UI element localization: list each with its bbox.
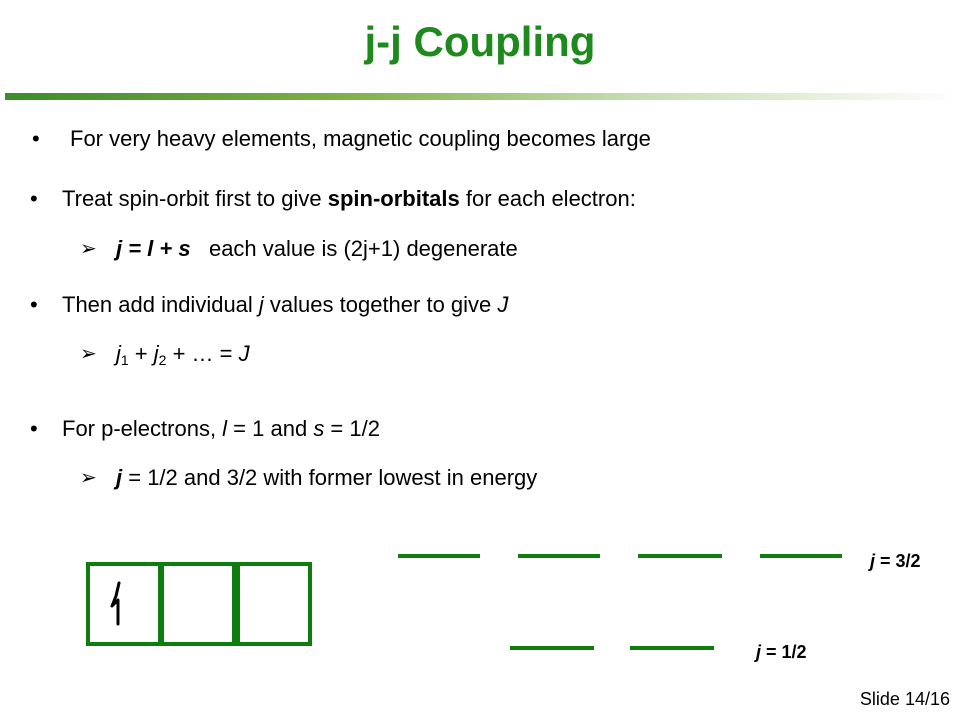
level-j-3-2-3 bbox=[638, 554, 722, 558]
level-j-3-2-1 bbox=[398, 554, 480, 558]
bullet-marker: • bbox=[30, 292, 38, 317]
level-j-3-2-2 bbox=[518, 554, 600, 558]
level-j-1-2-2 bbox=[630, 646, 714, 650]
slide-number: Slide 14/16 bbox=[859, 689, 950, 709]
bullet-spin-orbit: Treat spin-orbit first to give spin-orbitals for each electron: bbox=[62, 186, 636, 211]
level-j-1-2-1 bbox=[510, 646, 594, 650]
spin-orbitals-term: spin-orbitals bbox=[327, 186, 460, 211]
bullet-marker: • bbox=[30, 416, 38, 441]
sub-bullet-j-sum: $j_1 + j_2$ + … = J bbox=[116, 341, 250, 368]
arrow-bullet-icon: ➢ bbox=[80, 343, 97, 365]
sub-bullet-j-formula: j = l + s each value is (2j+1) degenerate bbox=[116, 236, 518, 261]
orbital-box-2 bbox=[160, 562, 236, 646]
label-j-3-2: j = 3/2 bbox=[870, 551, 921, 571]
sub-bullet-j-values: j = 1/2 and 3/2 with former lowest in energy bbox=[116, 465, 538, 490]
bullet-marker: • bbox=[32, 126, 40, 151]
electron-spin-up-icon bbox=[108, 580, 128, 630]
orbital-box-3 bbox=[236, 562, 312, 646]
arrow-bullet-icon: ➢ bbox=[80, 467, 97, 489]
slide-title: j-j Coupling bbox=[364, 18, 596, 65]
arrow-bullet-icon: ➢ bbox=[80, 238, 97, 260]
title-underline bbox=[5, 93, 960, 100]
label-j-1-2: j = 1/2 bbox=[756, 642, 807, 662]
bullet-heavy-elements: For very heavy elements, magnetic coupling becomes large bbox=[70, 126, 651, 151]
formula-j-ls: j = l + s bbox=[116, 236, 191, 261]
bullet-add-j: Then add individual j values together to give J bbox=[62, 292, 509, 317]
bullet-p-electrons: For p-electrons, l = 1 and s = 1/2 bbox=[62, 416, 380, 441]
bullet-marker: • bbox=[30, 186, 38, 211]
level-j-3-2-4 bbox=[760, 554, 842, 558]
